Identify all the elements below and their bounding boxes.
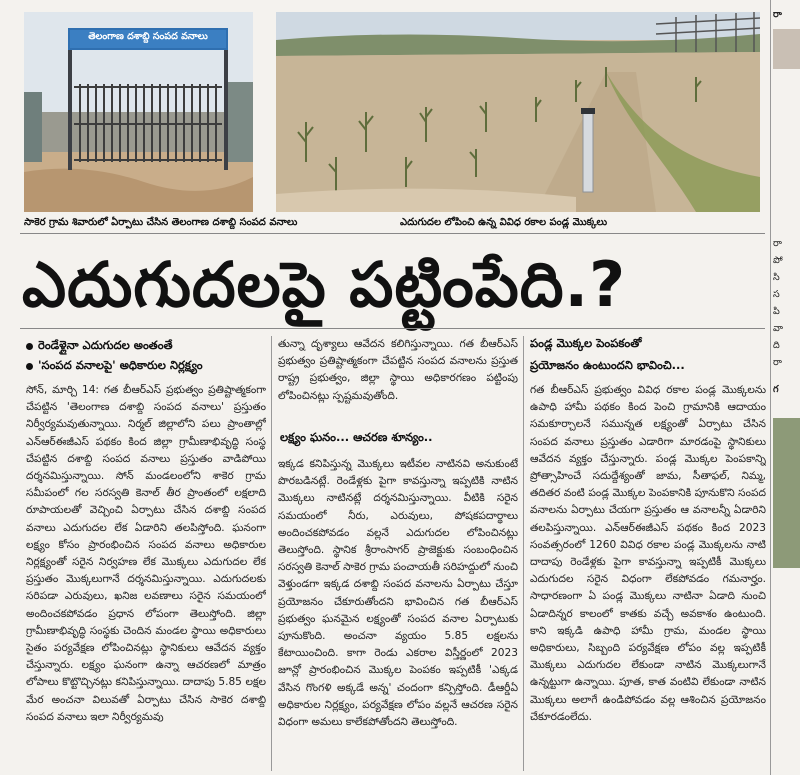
column-divider-1 xyxy=(271,336,272,771)
column-2-body: ఇక్కడ కనిపిస్తున్న మొక్కలు ఇటీవల నాటినవి అనుకుంటే పొరబడినట్లే. రెండేళ్లకు పైగా కావస్తున్నా ఇప్పటికి నాటిన మొక్కలు నాటినట్లే దర్శనమిస్తున్నాయి. వీటికి సరైన సమయంలో నీరు, ఎరువులు, పోషకపదార్థాలు అందించకపోవడం వల్లనే ఎదుగుదల లోపించినట్లు తెలుస్తోంది. స్థానిక శ్రీరాంసాగర్ ప్రాజెక్టుకు సంబంధించిన సరస్వతి కెనాల్ సాకెర గ్రామ పంచాయతీ సరిహద్దులో నుంచి వెళ్తుండగా ఇక్కడ దశాబ్ది సంపద వనాలను ఏర్పాటు చేస్తూ ప్రయోజనం చేకూరుతోందని భావించిన గత బీఆర్ఎస్ ప్రభుత్వం ఘనమైన లక్ష్యంతో సంపద వనాల ఏర్పాటుకు పూనుకొంది. అంచనా వ్యయం 5.85 లక్షలను కేటాయించింది. కాగా రెండు ఎకరాల విస్తీర్ణంలో 2023 జూన్లో ప్రారంభించిన మొక్కల పెంపకం ఇప్పటికీ 'ఎక్కడ వేసిన గొంగళి అక్కడే అన్న' చందంగా కన్పిస్తోంది. డీఆర్డీఏ అధికారుల నిర్లక్ష్యం, పర్యవేక్షణ లోపం వల్లనే ఆచరణ సరైన విధంగా అమలు కాలేకపోతోందని తెలుస్తోంది. xyxy=(278,458,518,729)
column-1-body: సోన్, మార్చి 14: గత బీఆర్ఎస్ ప్రభుత్వం ప్రతిష్టాత్మకంగా చేపట్టిన 'తెలంగాణ దశాబ్ది సంపద వనాలు' ప్రస్తుతం నిర్వీర్యమవుతున్నాయి. నిర్మల్ జిల్లాలోని పలు ప్రాంతాల్లో ఎన్ఆర్ఈజీఎస్ పథకం కింద జిల్లా గ్రామీణాభివృద్ధి సంస్థ చేపట్టిన దశాబ్ది సంపద వనాలు ప్రస్తుతం వాడిపోయి దర్శనమిస్తున్నాయి. సోన్ మండలంలోని శాకెర గ్రామ సమీపంలో గల సరస్వతి కెనాల్ తీర ప్రాంతంలో లక్షలాది రూపాయలతో వెచ్చించి ఏర్పాటు చేసిన దశాబ్ది సంపద వనాలు ఎదుగుదల లేక ఏడారిని తలపిస్తోంది. ఘనంగా లక్ష్యం కోసం ప్రారంభించిన సంపద వనాలు అధికారుల నిర్లక్ష్యంతో సరైన నిర్వహణ లేక మొక్కలు ఎదుగుదల లేక ప్రస్తుతం మొక్కలుగానే దర్శనమిస్తున్నాయి. ఎదుగుదలకు సరిపడా ఎరువులు, ఖనిజ లవణాలు సరైన సమయంలో అందించకపోవడం ప్రధాన లోపంగా తెలుస్తోంది. జిల్లా గ్రామీణాభివృద్ధి సంస్థకు చెందిన మండల స్థాయి అధికారులు సైతం పర్యవేక్షణ లోపించినట్లు స్థానికులు ఆవేదన వ్యక్తం చేస్తున్నారు. లక్ష్యం ఘనంగా ఉన్నా ఆచరణలో మాత్రం లోపాలు కొట్టొచ్చినట్లు కనిపిస్తున్నాయి. దాదాపు 5.85 లక్షల మేర అంచనా విలువతో ఏర్పాటు చేసిన సాకెర దశాబ్ది సంపద వనాలు ఇలా నిర్వీర్యమవు xyxy=(26,384,266,723)
column-3-heading-2: ప్రయోజనం ఉంటుందని భావించి... xyxy=(530,358,685,372)
left-photo-caption: సాకెర గ్రామ శివారులో ఏర్పాటు చేసిన తెలంగాణ దశాబ్ది సంపద వనాలు xyxy=(24,217,298,228)
neighbor-photo xyxy=(773,418,800,568)
gate-sign-text: తెలంగాణ దశాబ్ది సంపద వనాలు xyxy=(88,31,208,42)
column-divider-2 xyxy=(523,336,524,771)
neighbor-text: పో xyxy=(773,255,783,266)
neighbor-text: ది xyxy=(773,340,780,351)
gate-photo xyxy=(24,12,253,212)
neighbor-text: రా xyxy=(773,238,782,249)
column-3-heading-1: పండ్ల మొక్కల పెంపకంతో xyxy=(530,336,642,350)
neighbor-article-strip xyxy=(773,0,800,775)
field-photo-art xyxy=(276,12,760,212)
bullet-text: 'సంపద వనాలపై' అధికారుల నిర్లక్ష్యం xyxy=(38,357,203,372)
page-edge-divider xyxy=(770,0,771,775)
column-2-heading: లక్ష్యం ఘనం... ఆచరణ శూన్యం.. xyxy=(280,430,433,444)
headline-divider xyxy=(20,328,765,329)
field-photo xyxy=(276,12,760,212)
caption-divider xyxy=(20,233,765,234)
neighbor-text: సి xyxy=(773,272,780,283)
right-photo-caption: ఎదుగుదల లోపించి ఉన్న వివిధ రకాల పండ్ల మొక్కలు xyxy=(400,217,608,228)
neighbor-text: పి xyxy=(773,306,780,317)
neighbor-text: రా xyxy=(773,9,782,20)
bullet-item xyxy=(26,336,266,356)
column-2-top xyxy=(278,336,518,424)
column-1 xyxy=(26,382,266,772)
bullet-list xyxy=(26,336,266,376)
bullet-item xyxy=(26,356,266,376)
headline: ఎదుగుదలపై పట్టింపేది.? xyxy=(22,248,627,321)
bullet-dot-icon xyxy=(26,343,33,350)
neighbor-text: వా xyxy=(773,323,783,334)
bullet-text: రెండేళ్లైనా ఎదుగుదల అంతంతే xyxy=(38,337,173,352)
neighbor-text: గ xyxy=(773,384,779,395)
column-2-top-body: తున్నా దృశ్యాలు ఆవేదన కలిగిస్తున్నాయి. గత బీఆర్ఎస్ ప్రభుత్వం ప్రతిష్టాత్మకంగా చేపట్టిన సంపద వనాలను ప్రస్తుత రాష్ట్ర ప్రభుత్వం, జిల్లా స్థాయి అధికారగణం పట్టింపు లోపించినట్లు స్పష్టమవుతోంది. xyxy=(278,338,518,402)
bullet-dot-icon xyxy=(26,363,33,370)
neighbor-text: స xyxy=(773,289,780,300)
neighbor-text: రా xyxy=(773,357,782,368)
column-2 xyxy=(278,456,518,772)
column-3 xyxy=(530,382,766,772)
column-3-body: గత బీఆర్ఎస్ ప్రభుత్వం వివిధ రకాల పండ్ల మొక్కలను ఉపాధి హామీ పథకం కింద పెంచి గ్రామానికి ఆదాయం సమకూర్చాలనే సమున్నత లక్ష్యంతో ఏర్పాటు చేసిన సంపద వనాలు ప్రస్తుతం ఎడారిగా మారడంపై స్థానికులు ఆవేదన వ్యక్తం చేస్తున్నారు. పండ్ల మొక్కల పెంపకాన్ని ప్రోత్సాహించే సదుద్దేశ్యంతో జామ, సీతాఫల్, నిమ్మ, తదితర వంటి పండ్ల మొక్కల పెంపకానికి పూనుకొని సంపద వనాలను ఏర్పాటు చేయగా ప్రస్తుతం ఆ వనాలన్నీ ఏడారిని తలపిస్తున్నాయి. ఎన్ఆర్ఈజీఎస్ పథకం కింద 2023 సంవత్సరంలో 1260 వివిధ రకాల పండ్ల మొక్కలను నాటి దాదాపు రెండేళ్లకు పైగా కావస్తున్నా ఇప్పటికీ మొక్కలు ఎదుగుదల సరైన విధంగా లేకపోవడం గమనార్హం. సాధారణంగా ఏ పండ్ల మొక్కలు నాటినా ఏడాది నుంచి ఏడాదిన్నర కాలంలో కాతకు వచ్చే అవకాశం ఉంటుంది. కాని ఇక్కడి ఉపాధి హామీ గ్రామ, మండల స్థాయి అధికారులు, సిబ్బంది పర్యవేక్షణ లోపం వల్ల ఇప్పటికీ మొక్కలు ఎదుగుదల లేకుండా నాటిన మొక్కలుగానే ఉన్నట్టుగా ఉన్నాయి. పూత, కాత వంటివి లేకుండా నాటిన మొక్కలు అలాగే ఉండిపోవడం వల్ల ఆశించిన ప్రయోజనం చేకూరడంలేదు. xyxy=(530,384,766,723)
neighbor-photo xyxy=(773,29,800,69)
